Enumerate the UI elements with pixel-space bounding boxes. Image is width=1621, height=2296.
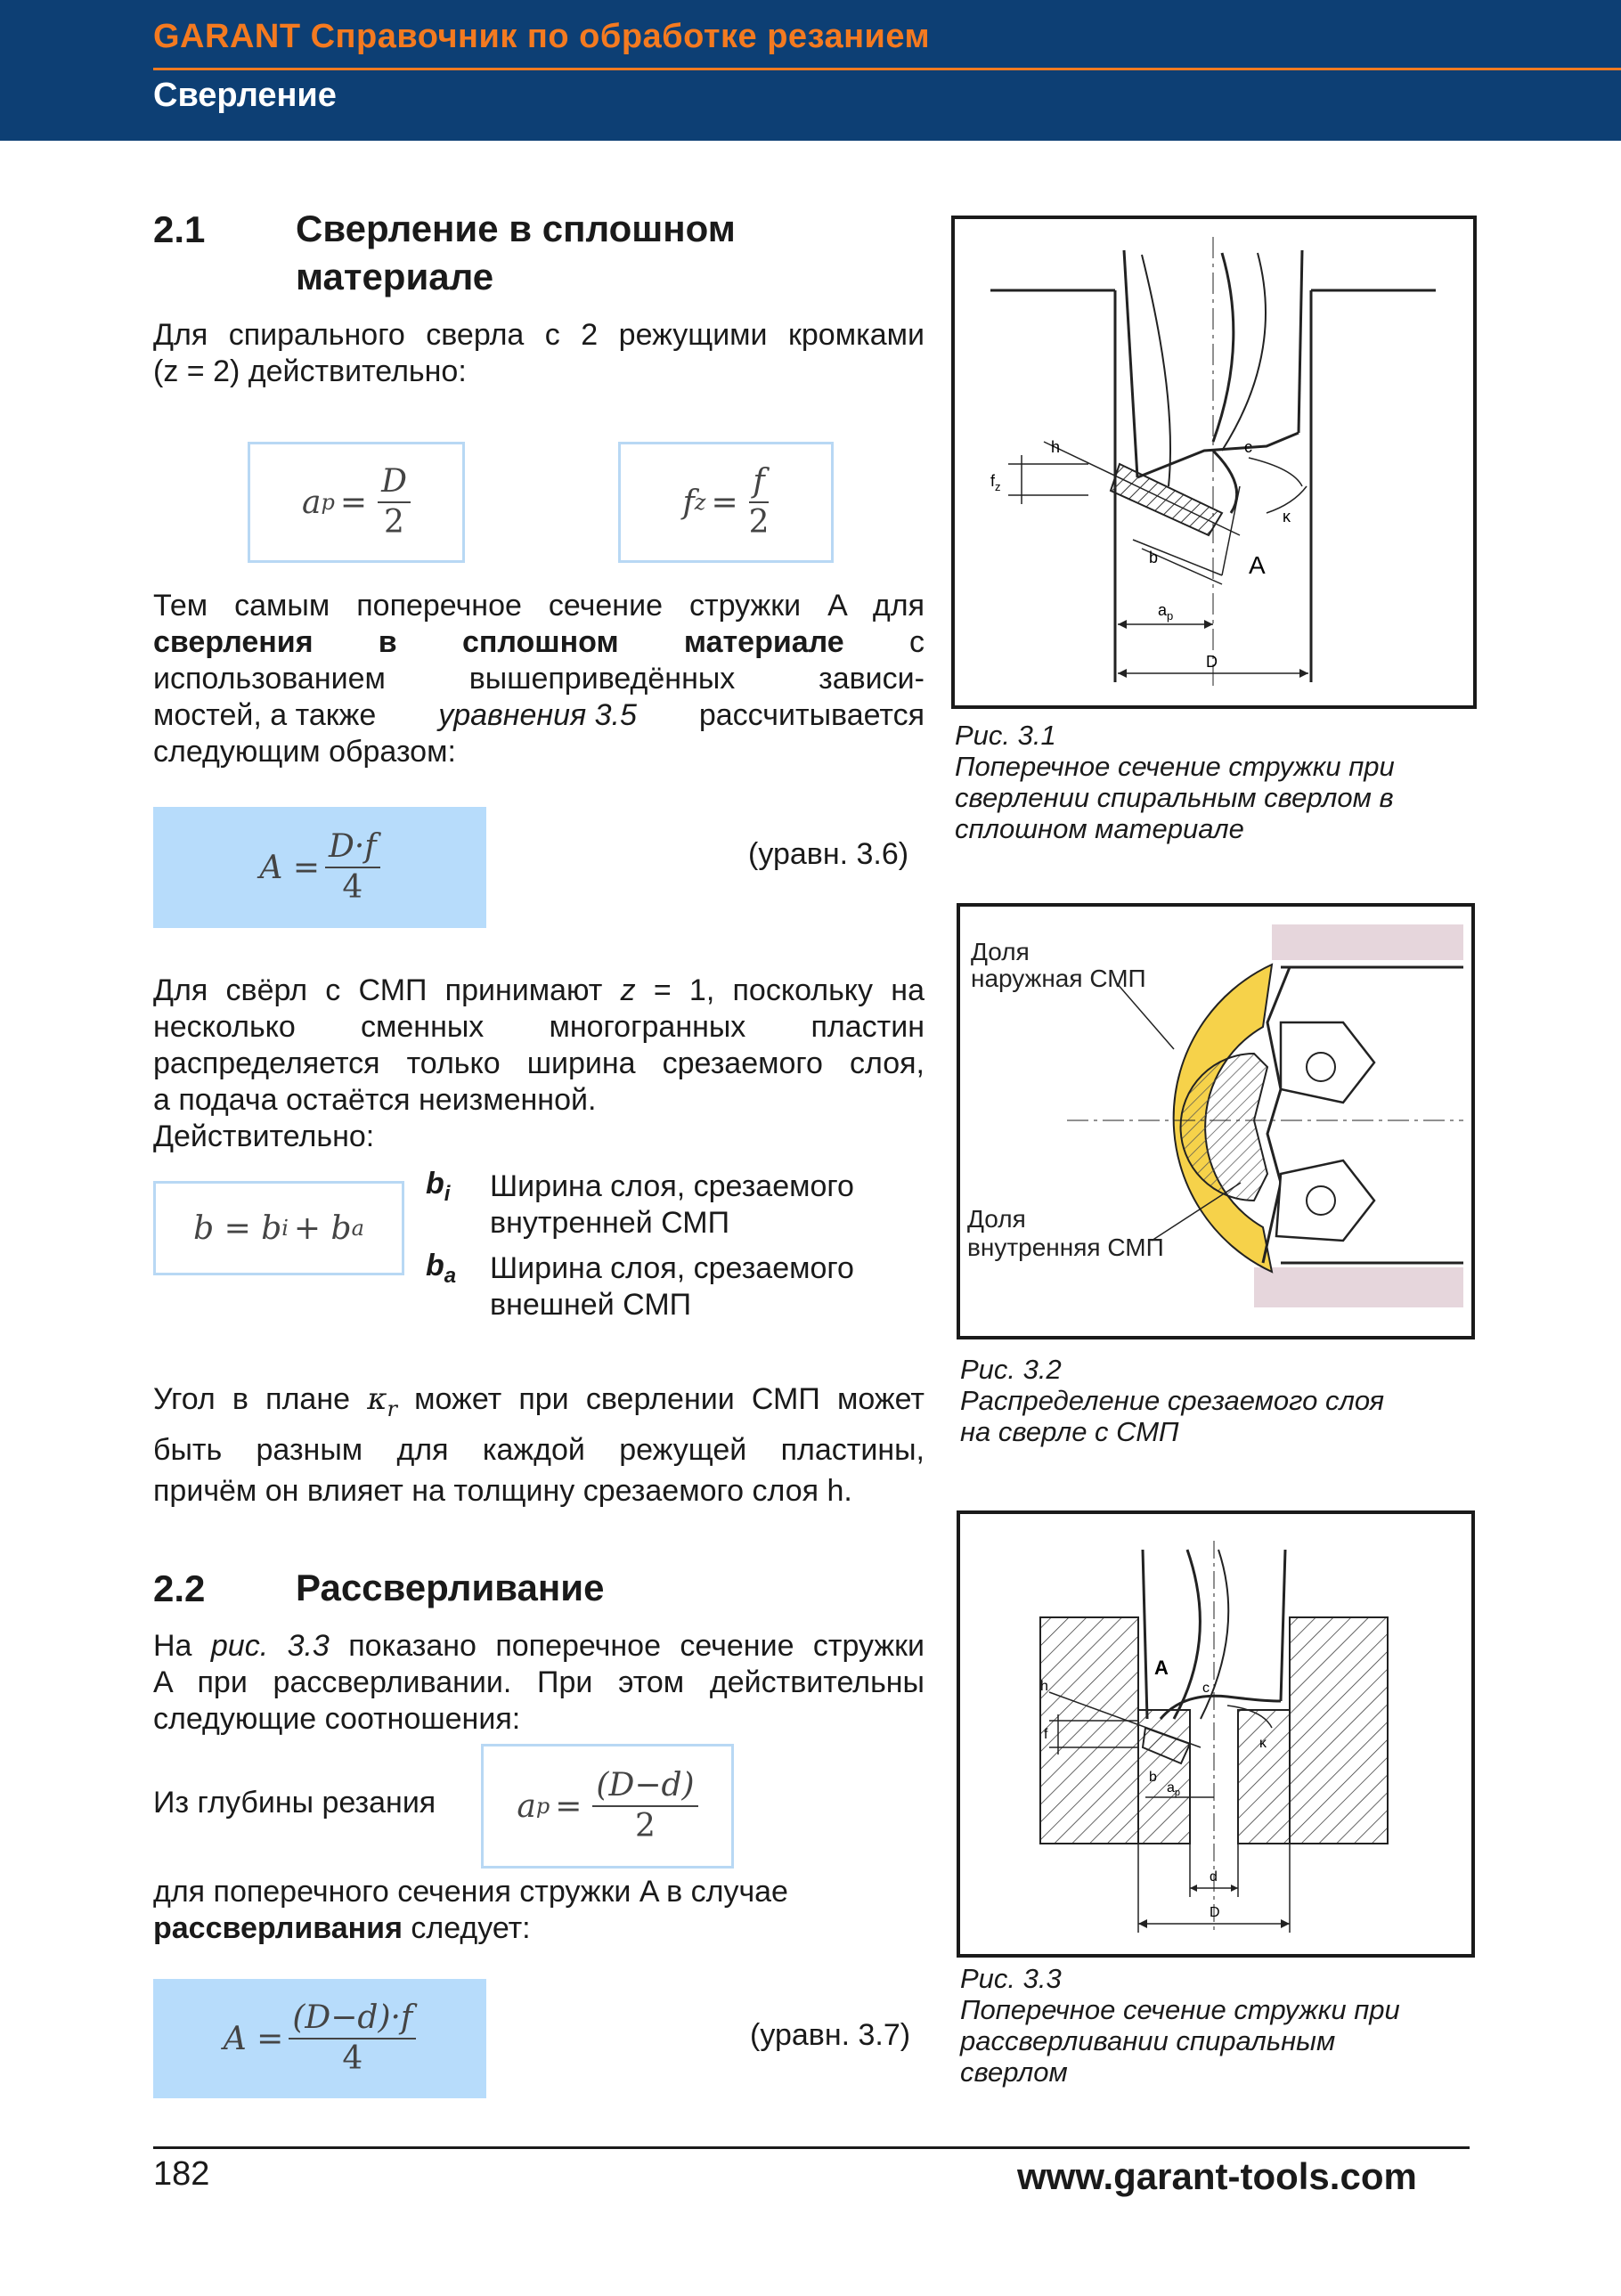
legend-text: Ширина слоя, срезаемого внутренней СМП: [490, 1169, 854, 1240]
page-number: 182: [153, 2155, 210, 2193]
label-b: b: [1149, 1770, 1157, 1785]
label-outer-share-1: Доля: [971, 938, 1030, 965]
label-inner-share-1: Доля: [967, 1205, 1026, 1233]
paragraph: Для спирального сверла с 2 режущими кромками (z = 2) действительно:: [153, 318, 925, 388]
label-ap: $a_p$: [1158, 601, 1174, 623]
footer-divider: [153, 2146, 1470, 2149]
label-A: A: [1154, 1657, 1169, 1679]
formula-ap: a p = $\frac{D}{2}$: [248, 442, 465, 563]
header-subtitle: Сверление: [153, 77, 337, 114]
website-link[interactable]: www.garant-tools.com: [1017, 2155, 1417, 2197]
label-c: c: [1202, 1681, 1210, 1696]
indexable-insert-drill-diagram: [960, 907, 1471, 1336]
paragraph: Угол в плане $\kappa_r$ может при сверлении СМП может быть разным для каждой режущей пластины, причём он влияет на толщину срезаемого слоя h.: [153, 1381, 925, 1508]
section-title: Сверление в сплошном материале: [296, 208, 736, 297]
page-header: [0, 0, 1621, 141]
paragraph: для поперечного сечения стружки A в случае рассверливания следует:: [153, 1875, 788, 1945]
figure-caption: Рис. 3.2 Распределение срезаемого слоя на сверле с СМП: [960, 1354, 1385, 1447]
figure-caption: Рис. 3.1 Поперечное сечение стружки при сверлении спиральным сверлом в сплошном материале: [955, 720, 1395, 844]
equation-label: (уравн. 3.7): [750, 2018, 911, 2052]
depth-label: Из глубины резания: [153, 1786, 436, 1820]
legend-text: Ширина слоя, срезаемого внешней СМП: [490, 1251, 854, 1322]
label-f: f: [1044, 1727, 1048, 1742]
section-number: 2.2: [153, 1567, 206, 1609]
label-D: D: [1206, 653, 1218, 671]
label-c: c: [1244, 438, 1252, 456]
paragraph: На рис. 3.3 показано поперечное сечение стружки A при рассверливании. При этом действительны следующие соотношения:: [153, 1629, 925, 1736]
label-fz: $f_z$: [990, 472, 1001, 493]
figure-caption: Рис. 3.3 Поперечное сечение стружки при рассверливании спиральным сверлом: [960, 1963, 1400, 2088]
legend-item: $b_a$: [426, 1249, 457, 1288]
header-divider: [153, 68, 1621, 70]
equation-3-7: A = $\frac{(D-d)\cdot f}{4}$: [153, 1979, 486, 2098]
label-h: h: [1040, 1679, 1048, 1694]
label-inner-share-2: внутренняя СМП: [967, 1233, 1164, 1261]
drill-cross-section-diagram: [955, 219, 1473, 705]
label-kappa: κ: [1283, 508, 1291, 525]
header-title: GARANT Справочник по обработке резанием: [153, 18, 931, 55]
reaming-cross-section-diagram: [960, 1514, 1471, 1954]
equation-label: (уравн. 3.6): [748, 837, 909, 871]
formula-b: b = b i + b a: [153, 1181, 404, 1275]
legend-item: $b_i$: [426, 1167, 451, 1206]
figure-3-2: [957, 903, 1475, 1339]
label-b: b: [1149, 549, 1159, 566]
formula-fz: f z = $\frac{f}{2}$: [618, 442, 834, 563]
label-D: D: [1210, 1905, 1220, 1920]
formula-ap-reaming: a p = $\frac{(D-d)}{2}$: [481, 1744, 734, 1869]
label-d: d: [1210, 1869, 1218, 1885]
label-ap: $a_p$: [1167, 1780, 1181, 1798]
label-A: A: [1249, 551, 1266, 579]
figure-3-1: [951, 216, 1477, 709]
section-number: 2.1: [153, 208, 206, 250]
paragraph: Для свёрл с СМП принимают z = 1, поскольку на несколько сменных многогранных пластин распределяется только ширина срезаемого слоя, а подача остаётся неизменной. Действительно:: [153, 973, 925, 1153]
figure-3-3: [957, 1510, 1475, 1958]
label-h: h: [1051, 438, 1061, 456]
section-title: Рассверливание: [296, 1567, 605, 1608]
label-outer-share-2: наружная СМП: [971, 965, 1146, 992]
equation-3-6: A = $\frac{D\cdot f}{4}$: [153, 807, 486, 928]
paragraph: Тем самым поперечное сечение стружки A для сверления в сплошном материале с использованием вышеприведённых зависи- мостей, а также уравнения 3.5 рассчитывается следующим образом:: [153, 589, 925, 769]
label-kappa: κ: [1259, 1736, 1267, 1751]
